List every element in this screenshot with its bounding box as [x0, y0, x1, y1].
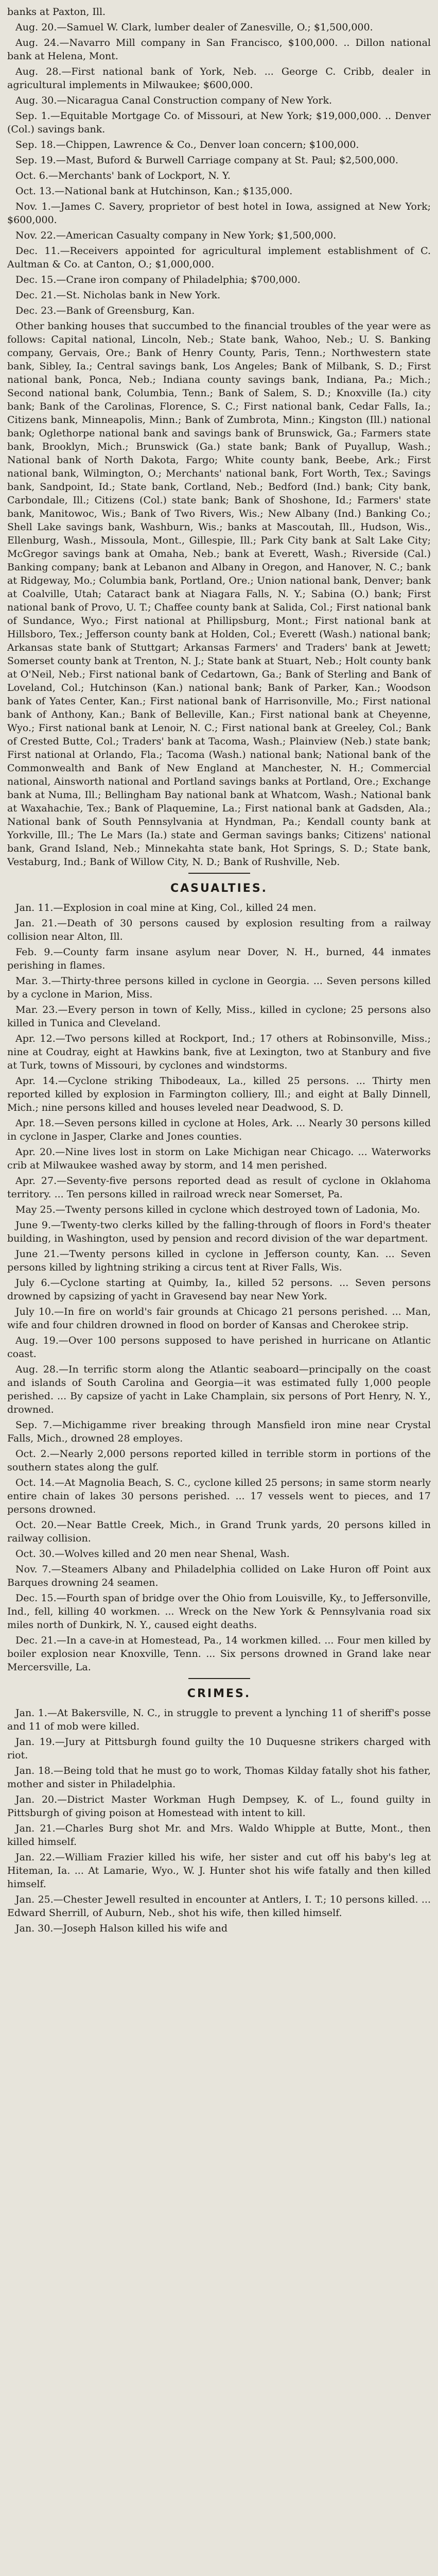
paragraph: Aug. 30.—Nicaragua Canal Construction company of New York.: [15, 95, 332, 106]
paragraph: Apr. 18.—Seven persons killed in cyclone at Holes, Ark. ... Nearly 30 persons killed in cyclone in Jasper, Clarke and Jones counties.: [7, 1117, 431, 1142]
paragraph: Aug. 20.—Samuel W. Clark, lumber dealer of Zanesville, O.; $1,500,000.: [15, 22, 373, 33]
paragraph: Mar. 3.—Thirty-three persons killed in cyclone in Georgia. ... Seven persons killed by a cyclone in Marion, Miss.: [7, 975, 431, 1000]
paragraph: May 25.—Twenty persons killed in cyclone which destroyed town of Ladonia, Mo.: [15, 1204, 421, 1215]
paragraph: Jan. 21.—Death of 30 persons caused by explosion resulting from a railway collision near Alton, Ill.: [7, 918, 431, 942]
paragraph: Sep. 1.—Equitable Mortgage Co. of Missouri, at New York; $19,000,000. .. Denver (Col.) savings bank.: [7, 110, 431, 135]
paragraph: Aug. 28.—In terrific storm along the Atlantic seaboard—principally on the coast and islands of South Carolina and Georgia—it was estimated fully 1,000 people perished. ... By capsize of yacht in Lake Champlain, six persons of Port Henry, N. Y., drowned.: [7, 1364, 431, 1415]
paragraph: Jan. 22.—William Frazier killed his wife, her sister and cut off his baby's leg at Hiteman, Ia. ... At Lamarie, Wyo., W. J. Hunter shot his wife fatally and then killed himself.: [7, 1852, 431, 1890]
paragraph: Dec. 15.—Fourth span of bridge over the Ohio from Louisville, Ky., to Jeffersonville, Ind., fell, killing 40 workmen. ... Wreck on the New York & Pennsylvania road six miles north of Dunkirk, N. Y., caused eight deaths.: [7, 1592, 431, 1631]
paragraph: Dec. 21.—St. Nicholas bank in New York.: [15, 290, 221, 301]
paragraph: Apr. 12.—Two persons killed at Rockport, Ind.; 17 others at Robinsonville, Miss.; nine at Coudray, eight at Hawkins bank, five at Lexington, two at Stanbury and five at Turk, towns of Missouri, by cyclones and windstorms.: [7, 1033, 431, 1071]
paragraph: Oct. 2.—Nearly 2,000 persons reported killed in terrible storm in portions of the southern states along the gulf.: [7, 1448, 431, 1473]
paragraph: June 9.—Twenty-two clerks killed by the falling-through of floors in Ford's theater building, in Washington, used by pension and record division of the war department.: [7, 1219, 431, 1244]
paragraph: Dec. 15.—Crane iron company of Philadelphia; $700,000.: [15, 274, 301, 285]
paragraph: Jan. 18.—Being told that he must go to work, Thomas Kilday fatally shot his father, mother and sister in Philadelphia.: [7, 1765, 431, 1790]
section-heading: CRIMES.: [187, 1687, 251, 1700]
paragraph: Jan. 11.—Explosion in coal mine at King, Col., killed 24 men.: [15, 902, 317, 913]
paragraph: banks at Paxton, Ill.: [7, 6, 106, 18]
paragraph: Jan. 19.—Jury at Pittsburgh found guilty the 10 Duquesne strikers charged with riot.: [7, 1736, 431, 1761]
paragraph: Nov. 22.—American Casualty company in New York; $1,500,000.: [15, 230, 337, 241]
article-column: [7, 5, 431, 1935]
section-divider: [188, 1678, 250, 1679]
paragraph: Nov. 7.—Steamers Albany and Philadelphia collided on Lake Huron off Point aux Barques drowning 24 seamen.: [7, 1564, 431, 1588]
paragraph: Oct. 30.—Wolves killed and 20 men near Shenal, Wash.: [15, 1548, 290, 1560]
paragraph: July 6.—Cyclone starting at Quimby, Ia., killed 52 persons. ... Seven persons drowned by capsizing of yacht in Gravesend bay near New York.: [7, 1277, 431, 1302]
paragraph: Oct. 13.—National bank at Hutchinson, Kan.; $135,000.: [15, 185, 293, 197]
paragraph: Jan. 1.—At Bakersville, N. C., in struggle to prevent a lynching 11 of sheriff's posse and 11 of mob were killed.: [7, 1707, 431, 1732]
paragraph: June 21.—Twenty persons killed in cyclone in Jefferson county, Kan. ... Seven persons killed by lightning striking a circus tent at River Falls, Wis.: [7, 1248, 431, 1273]
paragraph: Jan. 20.—District Master Workman Hugh Dempsey, K. of L., found guilty in Pittsburgh of giving poison at Homestead with intent to kill.: [7, 1794, 431, 1819]
paragraph: Aug. 24.—Navarro Mill company in San Francisco, $100,000. .. Dillon national bank at Helena, Mont.: [7, 37, 431, 62]
paragraph: Aug. 28.—First national bank of York, Neb. ... George C. Cribb, dealer in agricultural implements in Milwaukee; $600,000.: [7, 66, 431, 91]
paragraph: Oct. 14.—At Magnolia Beach, S. C., cyclone killed 25 persons; in same storm nearly entire chain of lakes 30 persons perished. ... 17 vessels went to pieces, and 17 persons drowned.: [7, 1477, 431, 1515]
paragraph: Nov. 1.—James C. Savery, proprietor of best hotel in Iowa, assigned at New York; $600,000.: [7, 201, 431, 226]
paragraph: Dec. 23.—Bank of Greensburg, Kan.: [15, 305, 195, 316]
paragraph: Dec. 11.—Receivers appointed for agricultural implement establishment of C. Aultman & Co. at Canton, O.; $1,000,000.: [7, 245, 431, 270]
paragraph: Oct. 6.—Merchants' bank of Lockport, N. Y.: [15, 170, 231, 181]
section-divider: [188, 873, 250, 874]
paragraph: Feb. 9.—County farm insane asylum near Dover, N. H., burned, 44 inmates perishing in flames.: [7, 946, 431, 971]
paragraph: Apr. 14.—Cyclone striking Thibodeaux, La., killed 25 persons. ... Thirty men reported killed by explosion in Farmington colliery, Ill.; and eight at Bally Dinnell, Mich.; nine persons killed and houses leveled near Deadwood, S. D.: [7, 1075, 431, 1113]
paragraph: Other banking houses that succumbed to the financial troubles of the year were as follows: Capital national, Lincoln, Neb.; State bank, Wahoo, Neb.; U. S. Banking company, Gervais, Ore.; Bank of Henry County, Paris, Tenn.; Northwestern state bank, Sibley, Ia.; Central savings bank, Los Angeles; Bank of Milbank, S. D.; First national bank, Ponca, Neb.; Indiana county savings bank, Indiana, Pa.; Mich.; Second national bank, Columbia, Tenn.; Bank of Salem, S. D.; Knoxville (Ia.) city bank; Bank of the Carolinas, Florence, S. C.; First national bank, Cedar Falls, Ia.; Citizens bank, Minneapolis, Minn.; Bank of Zumbrota, Minn.; Kingston (Ill.) national bank; Oglethorpe national bank and savings bank of Brunswick, Ga.; Farmers state bank, Brooklyn, Mich.; Brunswick (Ga.) state bank; Bank of Puyallup, Wash.; National bank of North Dakota, Fargo; White county bank, Beebe, Ark.; First national bank, Wilmington, O.; Merchants' national bank, Fort Worth, Tex.; Savings bank, Sandpoint, Id.; State bank, Cortland, Neb.; Bedford (Ind.) bank; City bank, Carbondale, Ill.; Citizens (Col.) state bank; Bank of Shoshone, Id.; Farmers' state bank, Manitowoc, Wis.; Bank of Two Rivers, Wis.; New Albany (Ind.) Banking Co.; Shell Lake savings bank, Washburn, Wis.; banks at Mascoutah, Ill., Hudson, Wis., Ellenburg, Wash., Missoula, Mont., Gillespie, Ill.; Park City bank at Salt Lake City; McGregor savings bank at Omaha, Neb.; bank at Everett, Wash.; Riverside (Cal.) Banking company; bank at Lebanon and Albany in Oregon, and Hanover, N. C.; bank at Ridgeway, Mo.; Columbia bank, Portland, Ore.; Union national bank, Denver; bank at Coalville, Utah; Cataract bank at Niagara Falls, N. Y.; Sabina (O.) bank; First national bank of Provo, U. T.; Chaffee county bank at Salida, Col.; First national bank of Sundance, Wyo.; First national at Phillipsburg, Mont.; First national bank at Hillsboro, Tex.; Jefferson county bank at Holden, Col.; Everett (Wash.) national bank; Arkansas state bank of Stuttgart; Arkansas Farmers' and Traders' bank at Jewett; Somerset county bank at Trenton, N. J.; State bank at Stuart, Neb.; Holt county bank at O'Neil, Neb.; First national bank of Cedartown, Ga.; Bank of Sterling and Bank of Loveland, Col.; Hutchinson (Kan.) national bank; Bank of Parker, Kan.; Woodson bank of Yates Center, Kan.; First national bank of Harrisonville, Mo.; First national bank of Anthony, Kan.; Bank of Belleville, Kan.; First national bank at Cheyenne, Wyo.; First national bank at Lenoir, N. C.; First national bank at Greeley, Col.; Bank of Crested Butte, Col.; Traders' bank at Tacoma, Wash.; Plainview (Neb.) state bank; First national at Orlando, Fla.; Tacoma (Wash.) national bank; National bank of the Commonwealth and Bank of New England at Manchester, N. H.; Commercial national, Ainsworth national and Portland savings banks at Portland, Ore.; Exchange bank at Numa, Ill.; Bellingham Bay national bank at Whatcom, Wash.; National bank at Waxahachie, Tex.; Bank of Plaquemine, La.; First national bank at Gadsden, Ala.; National bank of South Pennsylvania at Hyndman, Pa.; Kendall county bank at Yorkville, Ill.; The Le Mars (Ia.) state and German savings banks; Citizens' national bank, Grand Island, Neb.; Minnekahta state bank, Hot Springs, S. D.; State bank, Vestaburg, Ind.; Bank of Willow City, N. D.; Bank of Rushville, Neb.: [7, 320, 431, 868]
paragraph: Sep. 7.—Michigamme river breaking through Mansfield iron mine near Crystal Falls, Mich., drowned 28 employes.: [7, 1419, 431, 1444]
paragraph: Mar. 23.—Every person in town of Kelly, Miss., killed in cyclone; 25 persons also killed in Tunica and Cleveland.: [7, 1004, 431, 1029]
paragraph: July 10.—In fire on world's fair grounds at Chicago 21 persons perished. ... Man, wife and four children drowned in flood on border of Kansas and Cherokee strip.: [7, 1306, 431, 1331]
section-heading: CASUALTIES.: [170, 882, 268, 895]
paragraph: Aug. 19.—Over 100 persons supposed to have perished in hurricane on Atlantic coast.: [7, 1335, 431, 1360]
paragraph: Apr. 20.—Nine lives lost in storm on Lake Michigan near Chicago. ... Waterworks crib at Milwaukee washed away by storm, and 14 men perished.: [7, 1146, 431, 1171]
paragraph: Oct. 20.—Near Battle Creek, Mich., in Grand Trunk yards, 20 persons killed in railway collision.: [7, 1519, 431, 1544]
paragraph: Jan. 30.—Joseph Halson killed his wife and: [15, 1923, 228, 1934]
paragraph: Jan. 25.—Chester Jewell resulted in encounter at Antlers, I. T.; 10 persons killed. ... Edward Sherrill, of Auburn, Neb., shot his wife, then killed himself.: [7, 1894, 431, 1919]
section: [7, 5, 431, 869]
paragraph: Sep. 18.—Chippen, Lawrence & Co., Denver loan concern; $100,000.: [15, 139, 359, 150]
section: [7, 1678, 431, 1935]
section: [7, 873, 431, 1674]
paragraph: Sep. 19.—Mast, Buford & Burwell Carriage company at St. Paul; $2,500,000.: [15, 155, 398, 166]
paragraph: Dec. 21.—In a cave-in at Homestead, Pa., 14 workmen killed. ... Four men killed by boiler explosion near Knoxville, Tenn. ... Six persons drowned in Grand lake near Mercersville, La.: [7, 1635, 431, 1673]
paragraph: Jan. 21.—Charles Burg shot Mr. and Mrs. Waldo Whipple at Butte, Mont., then killed himself.: [7, 1823, 431, 1848]
paragraph: Apr. 27.—Seventy-five persons reported dead as result of cyclone in Oklahoma territory. ... Ten persons killed in railroad wreck near Somerset, Pa.: [7, 1175, 431, 1200]
